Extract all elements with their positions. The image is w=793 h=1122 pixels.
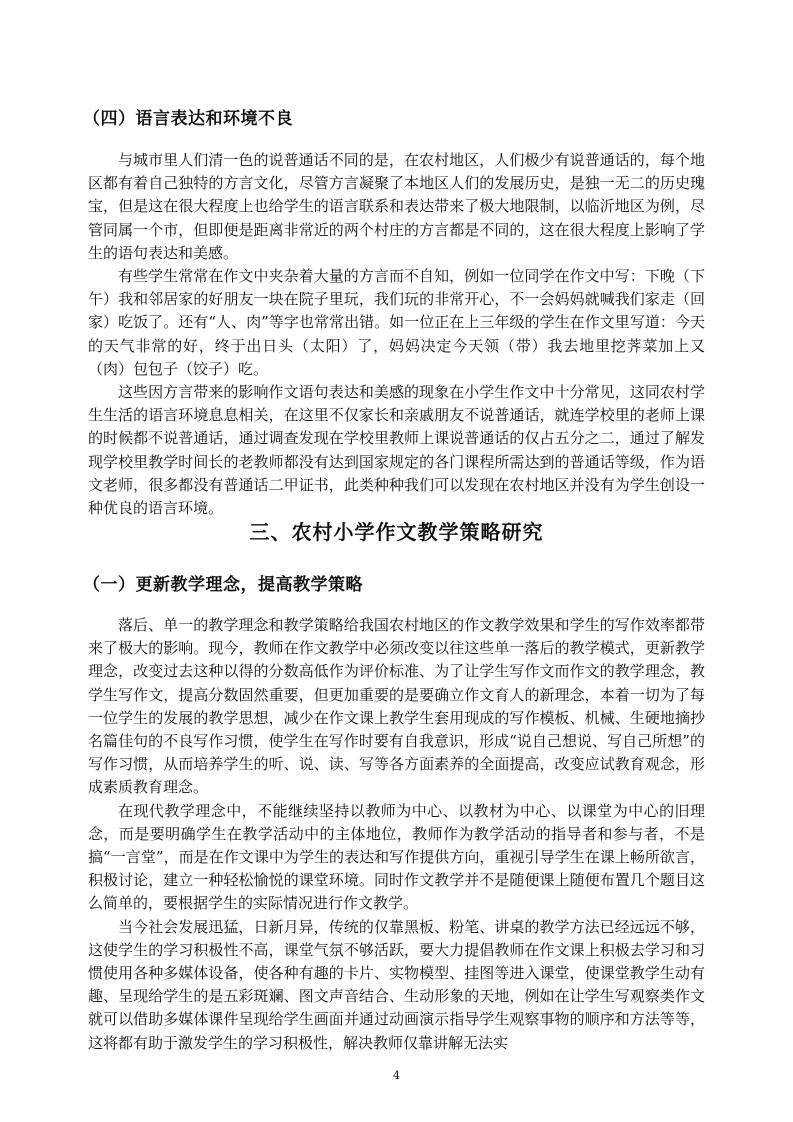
paragraph: 与城市里人们清一色的说普通话不同的是，在农村地区，人们极少有说普通话的，每个地区都有着自己独特的方言文化，尽管方言凝聚了本地区人们的发展历史，是独一无二的历史瑰宝，但是这在很大程度上也给学生的语言联系和表达带来了极大地限制，以临沂地区为例，尽管同属一个市，但即便是距离非常近的两个村庄的方言都是不同的，这在很大程度上影响了学生的语句表达和美感。 bbox=[88, 151, 705, 262]
section-heading-language-environment: （四）语言表达和环境不良 bbox=[83, 109, 293, 129]
paragraph: 在现代教学理念中，不能继续坚持以教师为中心、以教材为中心、以课堂为中心的旧理念，而是要明确学生在教学活动中的主体地位，教师作为教学活动的指导者和参与者，不是搞“一言堂”，而是在作文课中为学生的表达和写作提供方向，重视引导学生在课上畅所欲言，积极讨论，建立一种轻松愉悦的课堂环境。同时作文教学并不是随便课上随便布置几个题目这么简单的，要根据学生的实际情况进行作文教学。 bbox=[88, 801, 705, 913]
paragraph: 有些学生常常在作文中夹杂着大量的方言而不自知，例如一位同学在作文中写：下晚（下午）我和邻居家的好朋友一块在院子里玩，我们玩的非常开心，不一会妈妈就喊我们家走（回家）吃饭了。还有“人、肉”等字也常常出错。如一位正在上三年级的学生在作文里写道：今天的天气非常的好，终于出日头（太阳）了，妈妈决定今天领（带）我去地里挖荠菜加上又（肉）包包子（饺子）吃。 bbox=[88, 267, 705, 378]
paragraph: 当今社会发展迅猛，日新月异，传统的仅靠黑板、粉笔、讲桌的教学方法已经远远不够，这使学生的学习积极性不高，课堂气氛不够活跃，要大力提倡教师在作文课上积极去学习和习惯使用各种多媒体设备，使各种有趣的卡片、实物模型、挂图等进入课堂，使课堂教学生动有趣、呈现给学生的是五彩斑斓、图文声音结合、生动形象的天地，例如在让学生写观察类作文就可以借助多媒体课件呈现给学生画面并通过动画演示指导学生观察事物的顺序和方法等等，这将都有助于激发学生的学习积极性，解决教师仅靠讲解无法实 bbox=[88, 917, 705, 1052]
paragraph: 落后、单一的教学理念和教学策略给我国农村地区的作文教学效果和学生的写作效率都带来了极大的影响。现今，教师在作文教学中必须改变以往这些单一落后的教学模式，更新教学理念，改变过去这种以得的分数高低作为评价标准、为了让学生写作文而作文的教学理念，教学生写作文，提高分数固然重要，但更加重要的是要确立作文育人的新理念，本着一切为了每一位学生的发展的教学思想，减少在作文课上教学生套用现成的写作模板、机械、生硬地摘抄名篇佳句的不良写作习惯，使学生在写作时要有自我意识，形成“说自己想说、写自己所想”的写作习惯，从而培养学生的听、说、读、写等各方面素养的全面提高，改变应试教育观念，形成素质教育理念。 bbox=[88, 616, 705, 797]
chapter-heading-teaching-strategies: 三、农村小学作文教学策略研究 bbox=[249, 520, 544, 544]
section-1-body bbox=[88, 614, 705, 1055]
section-heading-update-teaching-concepts: （一）更新教学理念，提高教学策略 bbox=[83, 575, 363, 595]
section-4-body bbox=[88, 149, 705, 520]
page-number: 4 bbox=[393, 1069, 400, 1082]
paragraph: 这些因方言带来的影响作文语句表达和美感的现象在小学生作文中十分常见，这同农村学生生活的语言环境息息相关，在这里不仅家长和亲戚朋友不说普通话，就连学校里的老师上课的时候都不说普通话，通过调查发现在学校里教师上课说普通话的仅占五分之二，通过了解发现学校里教学时间长的老教师都没有达到国家规定的各门课程所需达到的普通话等级，作为语文老师，很多都没有普通话二甲证书，此类种种我们可以发现在农村地区并没有为学生创设一种优良的语言环境。 bbox=[88, 383, 705, 518]
